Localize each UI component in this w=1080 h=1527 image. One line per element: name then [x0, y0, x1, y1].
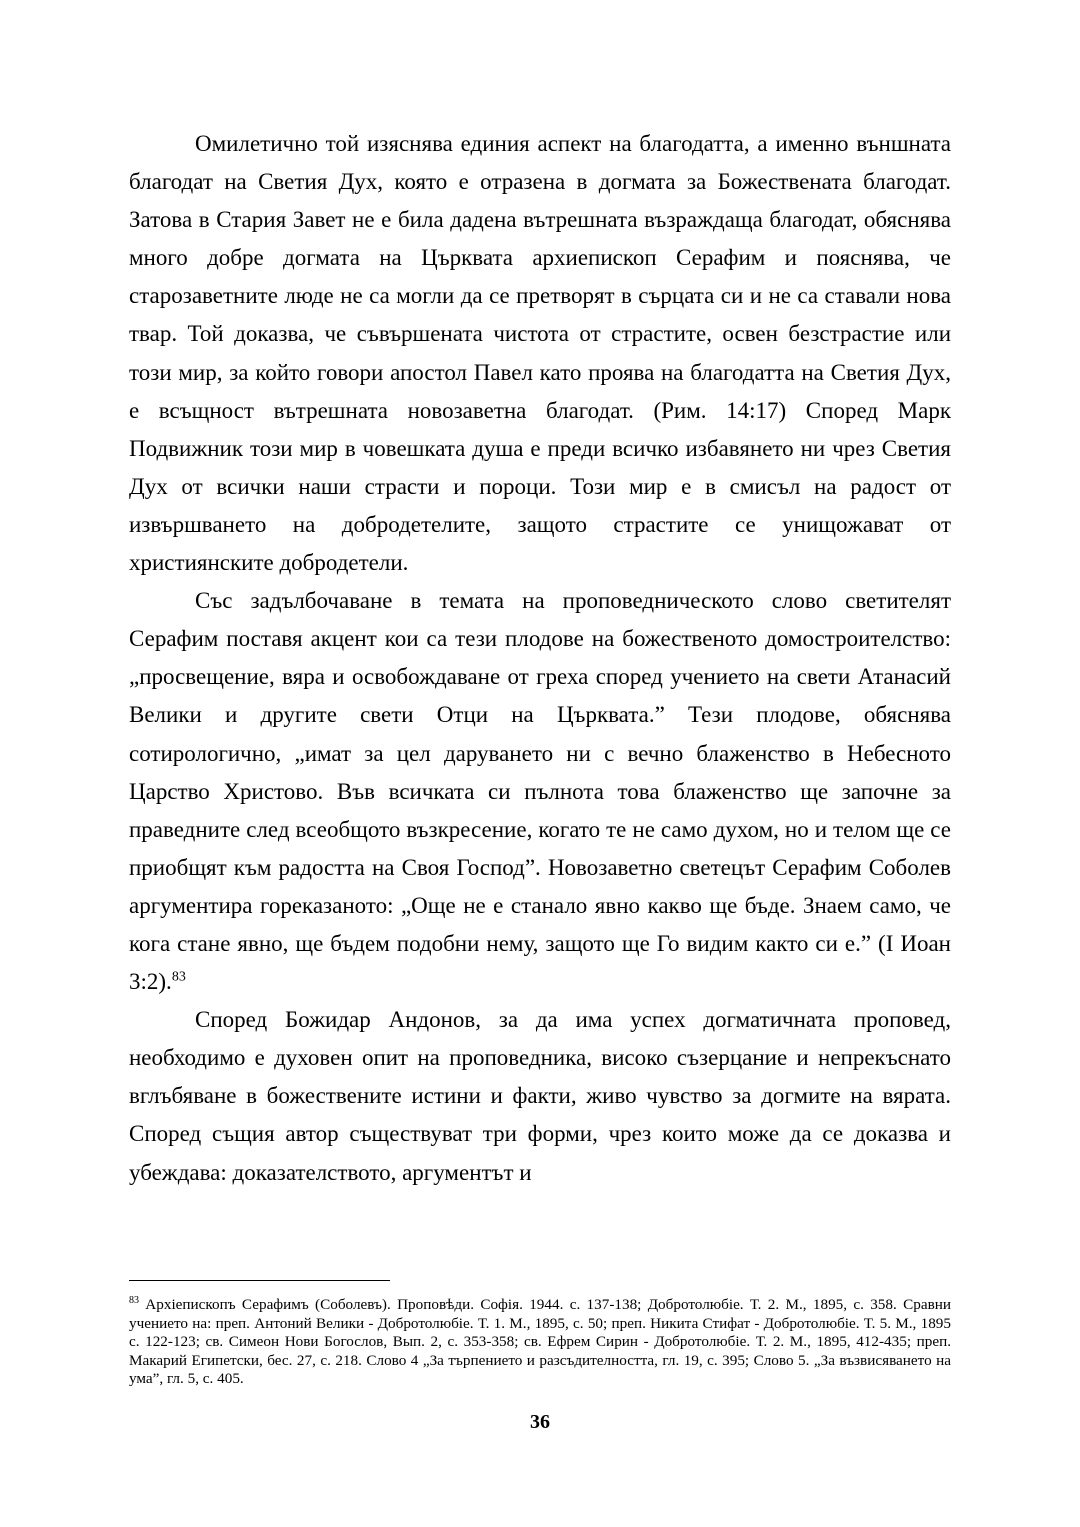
page-number: 36: [530, 1411, 550, 1433]
footnote-number: 83: [129, 1294, 139, 1306]
footnote-separator: [129, 1280, 390, 1281]
footnote: [129, 1296, 951, 1389]
paragraph-2-text: Със задълбочаване в темата на проповедническото слово светителят Серафим поставя акцент кои са тези плодове на божественото домостроителство: „просвещение, вяра и освобождаване от греха според учението на свети Атанасий Велики и другите свети Отци на Църквата.” Тези плодове, обяснява сотирологично, „имат за цел даруването ни с вечно блаженство в Небесното Царство Христово. Във всичката си пълнота това блаженство ще започне за праведните след всеобщото възкресение, когато те не само духом, но и телом ще се приобщят към радостта на Своя Господ”. Новозаветно светецът Серафим Соболев аргументира гореказаното: „Още не е станало явно какво ще бъде. Знаем само, че кога стане явно, ще бъдем подобни нему, защото ще Го видим както си е.” (I Иоан 3:2).: [129, 588, 951, 995]
body-text: [129, 125, 951, 1192]
footnote-text: Архіепископъ Серафимъ (Соболевъ). Проповѣди. Софія. 1944. с. 137-138; Добротолюбіе. Т. 2. М., 1895, с. 358. Сравни учението на: преп. Антоний Велики - Добротолюбіе. Т. 1. М., 1895, с. 50; преп. Никита Стифат - Добротолюбіе. Т. 5. М., 1895 с. 122-123; св. Симеон Нови Богослов, Вып. 2, с. 353-358; св. Ефрем Сирин - Добротолюбіе. Т. 2. М., 1895, 412-435; преп. Макарий Египетски, бес. 27, с. 218. Слово 4 „За търпението и разсъдителността, гл. 19, с. 395; Слово 5. „За възвисяването на ума”, гл. 5, с. 405.: [129, 1296, 951, 1388]
paragraph-1: Омилетично той изяснява единия аспект на благодатта, а именно външната благодат на Светия Дух, която е отразена в догмата за Божествената благодат. Затова в Стария Завет не е била дадена вътрешната възраждаща благодат, обяснява много добре догмата на Църквата архиепископ Серафим и пояснява, че старозаветните люде не са могли да се претворят в сърцата си и не са ставали нова твар. Той доказва, че съвършената чистота от страстите, освен безстрастие или този мир, за който говори апостол Павел като проява на благодатта на Светия Дух, е всъщност вътрешната новозаветна благодат. (Рим. 14:17) Според Марк Подвижник този мир в човешката душа е преди всичко избавянето ни чрез Светия Дух от всички наши страсти и пороци. Този мир е в смисъл на радост от извършването на добродетелите, защото страстите се унищожават от християнските добродетели.: [129, 131, 951, 576]
footnote-reference[interactable]: 83: [171, 969, 186, 985]
paragraph-2: [129, 582, 951, 1001]
paragraph-3: Според Божидар Андонов, за да има успех догматичната проповед, необходимо е духовен опит на проповедника, високо съзерцание и непрекъснато вглъбяване в божествените истини и факти, живо чувство за догмите на вярата. Според същия автор съществуват три форми, чрез които може да се доказва и убеждава: доказателството, аргументът и: [129, 1007, 951, 1185]
